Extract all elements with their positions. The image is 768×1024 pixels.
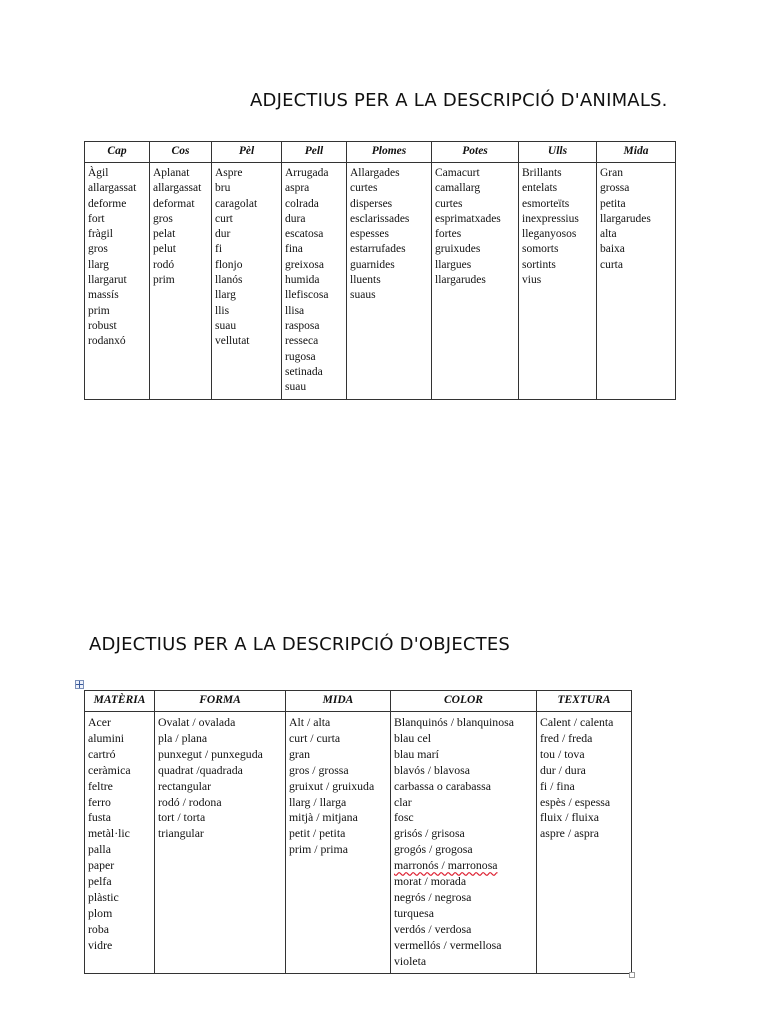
page-title-animals: ADJECTIUS PER A LA DESCRIPCIÓ D'ANIMALS. xyxy=(250,90,668,111)
list-item: Aplanat xyxy=(153,167,190,179)
list-item: paper xyxy=(88,858,115,873)
list-item: Allargades xyxy=(350,167,400,179)
list-item: prim xyxy=(153,274,175,287)
list-item: lluents xyxy=(350,274,381,287)
column-cell-pell xyxy=(282,163,347,400)
list-item: blau cel xyxy=(394,730,432,745)
list-item: rodanxó xyxy=(88,335,126,348)
list-item: marronós / marronosa xyxy=(394,858,498,873)
list-item: dur xyxy=(215,228,231,241)
list-item: rectangular xyxy=(158,778,212,793)
list-item: fi xyxy=(215,243,223,256)
list-item: grisós / grisosa xyxy=(394,826,465,841)
list-item: camallarg xyxy=(435,182,481,195)
column-header-pell: Pell xyxy=(282,142,347,163)
list-item: mitjà / mitjana xyxy=(289,810,358,825)
list-item: blau marí xyxy=(394,746,439,761)
list-item: curt xyxy=(215,212,233,225)
list-item: clar xyxy=(394,794,412,809)
list-item: espès / espessa xyxy=(540,794,611,809)
list-item: escatosa xyxy=(285,228,324,241)
table-move-handle-icon[interactable] xyxy=(75,680,84,689)
list-item: ceràmica xyxy=(88,762,131,777)
column-cell-color xyxy=(391,712,537,974)
list-item: llanós xyxy=(215,274,243,287)
list-item: flonjo xyxy=(215,258,243,271)
list-item: Brillants xyxy=(522,167,562,179)
list-item: allargassat xyxy=(153,182,202,195)
list-item: aspra xyxy=(285,182,310,195)
list-item: Ovalat / ovalada xyxy=(158,715,236,729)
list-item: Arrugada xyxy=(285,167,329,179)
list-item: tou / tova xyxy=(540,746,585,761)
list-item: vermellós / vermellosa xyxy=(394,937,502,952)
list-item: pelat xyxy=(153,228,176,241)
list-item: fusta xyxy=(88,810,111,825)
list-item: humida xyxy=(285,274,320,287)
list-item: sortints xyxy=(522,258,556,271)
list-item: gruixudes xyxy=(435,243,481,256)
list-item: gros xyxy=(153,212,173,225)
list-item: esmorteïts xyxy=(522,197,570,210)
table-row xyxy=(85,163,676,400)
list-item: llefiscosa xyxy=(285,289,329,302)
column-header-textura: TEXTURA xyxy=(537,691,632,712)
list-item: quadrat /quadrada xyxy=(158,762,243,777)
list-item: caragolat xyxy=(215,197,258,210)
list-item: rodó xyxy=(153,258,175,271)
list-item: rugosa xyxy=(285,350,316,363)
column-header-mida: Mida xyxy=(597,142,676,163)
list-item: turquesa xyxy=(394,905,434,920)
column-header-potes: Potes xyxy=(432,142,519,163)
list-item: fi / fina xyxy=(540,778,575,793)
list-item: punxegut / punxeguda xyxy=(158,746,263,761)
list-item: disperses xyxy=(350,197,393,210)
list-item: prim / prima xyxy=(289,842,348,857)
list-item: gran xyxy=(289,746,310,761)
column-header-pel: Pèl xyxy=(212,142,282,163)
column-cell-materia xyxy=(85,712,155,974)
list-item: tort / torta xyxy=(158,810,206,825)
list-item: esclarissades xyxy=(350,212,410,225)
list-item: grogós / grogosa xyxy=(394,842,473,857)
list-item: greixosa xyxy=(285,258,324,271)
column-header-ulls: Ulls xyxy=(519,142,597,163)
list-item: entelats xyxy=(522,182,558,195)
list-item: violeta xyxy=(394,953,427,968)
list-item: llarg xyxy=(215,289,236,302)
list-item: suau xyxy=(285,381,307,394)
column-cell-potes xyxy=(432,163,519,400)
list-item: dura xyxy=(285,212,306,225)
column-cell-textura xyxy=(537,712,632,974)
page-title-objects: ADJECTIUS PER A LA DESCRIPCIÓ D'OBJECTES xyxy=(89,634,511,655)
list-item: rodó / rodona xyxy=(158,794,222,809)
list-item: alumini xyxy=(88,730,125,745)
list-item: aspre / aspra xyxy=(540,826,599,841)
list-item: grossa xyxy=(600,182,630,195)
list-item: curt / curta xyxy=(289,730,341,745)
column-header-forma: FORMA xyxy=(155,691,286,712)
list-item: alta xyxy=(600,228,617,241)
column-header-color: COLOR xyxy=(391,691,537,712)
column-cell-mida xyxy=(597,163,676,400)
list-item: guarnides xyxy=(350,258,395,271)
list-item: pla / plana xyxy=(158,730,208,745)
column-header-cap: Cap xyxy=(85,142,150,163)
list-item: Calent / calenta xyxy=(540,715,614,729)
list-item: deformat xyxy=(153,197,195,210)
list-item: cartró xyxy=(88,746,116,761)
list-item: suaus xyxy=(350,289,376,302)
list-item: metàl·lic xyxy=(88,826,130,841)
list-item: fluix / fluixa xyxy=(540,810,599,825)
column-header-mida: MIDA xyxy=(286,691,391,712)
list-item: colrada xyxy=(285,197,319,210)
table-resize-handle[interactable] xyxy=(629,972,635,978)
column-cell-pel xyxy=(212,163,282,400)
list-item: fina xyxy=(285,243,303,256)
table-header-row xyxy=(85,142,676,163)
list-item: petita xyxy=(600,197,626,210)
list-item: llis xyxy=(215,304,230,317)
list-item: fosc xyxy=(394,810,414,825)
objects-adjectives-table xyxy=(84,690,632,974)
list-item: triangular xyxy=(158,826,204,841)
list-item: llargarudes xyxy=(600,212,651,225)
list-item: llisa xyxy=(285,304,305,317)
list-item: allargassat xyxy=(88,182,137,195)
animals-adjectives-table xyxy=(84,141,676,400)
list-item: Gran xyxy=(600,167,623,179)
list-item: curta xyxy=(600,258,623,271)
list-item: petit / petita xyxy=(289,826,346,841)
table-header-row xyxy=(85,691,632,712)
list-item: gros xyxy=(88,243,108,256)
list-item: bru xyxy=(215,182,231,195)
list-item: Blanquinós / blanquinosa xyxy=(394,715,514,729)
list-item: palla xyxy=(88,842,111,857)
list-item: inexpressius xyxy=(522,212,579,225)
column-header-plomes: Plomes xyxy=(347,142,432,163)
list-item: llarg xyxy=(88,258,109,271)
list-item: rasposa xyxy=(285,319,320,332)
list-item: pelfa xyxy=(88,874,112,889)
table-row xyxy=(85,712,632,974)
list-item: gros / grossa xyxy=(289,762,349,777)
list-item: gruixut / gruixuda xyxy=(289,778,375,793)
list-item: Acer xyxy=(88,715,111,729)
column-header-cos: Cos xyxy=(150,142,212,163)
list-item: deforme xyxy=(88,197,127,210)
list-item: pelut xyxy=(153,243,176,256)
list-item: setinada xyxy=(285,365,323,378)
list-item: massís xyxy=(88,289,119,302)
list-item: blavós / blavosa xyxy=(394,762,471,777)
list-item: vidre xyxy=(88,937,113,952)
list-item: vellutat xyxy=(215,335,250,348)
list-item: Alt / alta xyxy=(289,715,331,729)
list-item: morat / morada xyxy=(394,874,467,889)
list-item: plom xyxy=(88,905,113,920)
list-item: negrós / negrosa xyxy=(394,889,472,904)
list-item: prim xyxy=(88,304,110,317)
list-item: vius xyxy=(522,274,542,287)
list-item: dur / dura xyxy=(540,762,586,777)
column-cell-plomes xyxy=(347,163,432,400)
column-cell-mida xyxy=(286,712,391,974)
list-item: somorts xyxy=(522,243,559,256)
list-item: llarg / llarga xyxy=(289,794,347,809)
list-item: plàstic xyxy=(88,889,119,904)
column-cell-cap xyxy=(85,163,150,400)
list-item: roba xyxy=(88,921,109,936)
list-item: llargarudes xyxy=(435,274,486,287)
list-item: curtes xyxy=(350,182,378,195)
column-header-materia: MATÈRIA xyxy=(85,691,155,712)
list-item: fortes xyxy=(435,228,462,241)
list-item: fred / freda xyxy=(540,730,593,745)
column-cell-ulls xyxy=(519,163,597,400)
list-item: feltre xyxy=(88,778,113,793)
list-item: suau xyxy=(215,319,237,332)
column-cell-cos xyxy=(150,163,212,400)
list-item: verdós / verdosa xyxy=(394,921,472,936)
column-cell-forma xyxy=(155,712,286,974)
list-item: curtes xyxy=(435,197,463,210)
list-item: llargarut xyxy=(88,274,127,287)
list-item: llargues xyxy=(435,258,472,271)
list-item: Camacurt xyxy=(435,167,480,179)
list-item: ferro xyxy=(88,794,111,809)
list-item: esprimatxades xyxy=(435,212,501,225)
list-item: resseca xyxy=(285,335,319,348)
list-item: fort xyxy=(88,212,105,225)
list-item: baixa xyxy=(600,243,625,256)
list-item: Aspre xyxy=(215,167,243,179)
list-item: estarrufades xyxy=(350,243,406,256)
list-item: carbassa o carabassa xyxy=(394,778,491,793)
list-item: fràgil xyxy=(88,228,113,241)
list-item: robust xyxy=(88,319,117,332)
list-item: lleganyosos xyxy=(522,228,577,241)
list-item: Àgil xyxy=(88,167,109,179)
list-item: espesses xyxy=(350,228,389,241)
